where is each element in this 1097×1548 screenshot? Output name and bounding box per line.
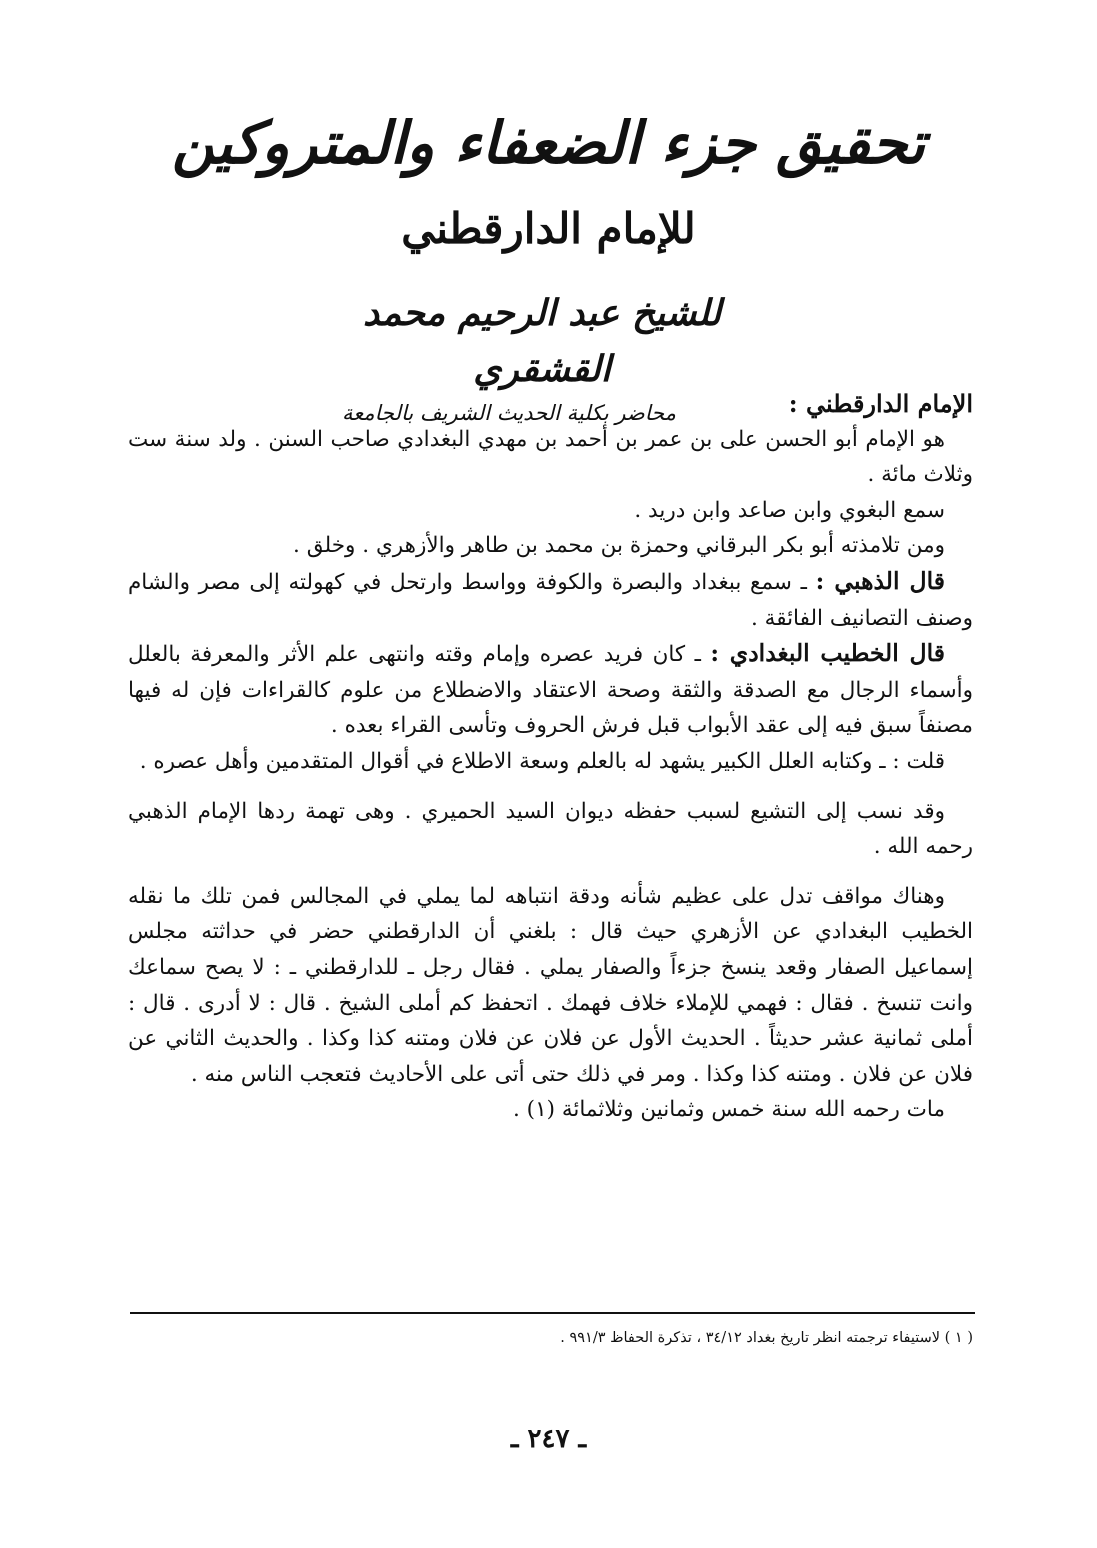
paragraph: وهناك مواقف تدل على عظيم شأنه ودقة انتباهه لما يملي في المجالس فمن تلك ما نقله الخطيب البغدادي عن الأزهري حيث قال : بلغني أن الدارقطني حضر في حداثته مجلس إسماعيل الصفار وقعد ينسخ جزءاً والصفار يملي . فقال رجل ـ للدارقطني ـ : لا يصح سماعك وانت تنسخ . فقال : فهمي للإملاء خلاف فهمك . اتحفظ كم أملى الشيخ . قال : لا أدرى . قال : أملى ثمانية عشر حديثاً . الحديث الأول عن فلان عن فلان ومتنه كذا وكذا . والحديث الثاني عن فلان عن فلان . ومتنه كذا وكذا . ومر في ذلك حتى أتى على الأحاديث فتعجب الناس منه .	[128, 883, 973, 1087]
header	[0, 95, 1097, 261]
paragraph: هو الإمام أبو الحسن على بن عمر بن أحمد بن مهدي البغدادي صاحب السنن . ولد سنة ست وثلاث مائة .	[128, 426, 973, 488]
body-text	[128, 386, 973, 1128]
paragraph: قلت : ـ وكتابه العلل الكبير يشهد له بالعلم وسعة الاطلاع في أقوال المتقدمين وأهل عصره .	[139, 748, 945, 774]
paragraph	[128, 636, 973, 744]
paragraph: وقد نسب إلى التشيع لسبب حفظه ديوان السيد الحميري . وهى تهمة ردها الإمام الذهبي رحمه الله .	[128, 798, 973, 860]
quote-text: ـ كان فريد عصره وإمام وقته وانتهى علم الأثر والمعرفة بالعلل وأسماء الرجال مع الصدقة والثقة وصحة الاعتقاد والاضطلاع من علوم كالقراءات فإن له فيها مصنفاً سبق فيه إلى عقد الأبواب قبل فرش الحروف وتأسى القراء بعده .	[128, 642, 973, 739]
paragraph	[128, 564, 973, 636]
paragraph: سمع البغوي وابن صاعد وابن دريد .	[634, 497, 945, 523]
article-title: تحقيق جزء الضعفاء والمتروكين	[172, 109, 925, 177]
page-number: ـ ٢٤٧ ـ	[510, 1424, 587, 1454]
quote-lead: قال الذهبي :	[815, 566, 946, 595]
footnote-divider	[130, 1312, 975, 1314]
quote-text: ـ سمع ببغداد والبصرة والكوفة وواسط وارتحل في كهولته إلى مصر والشام وصنف التصانيف الفائقة .	[128, 569, 973, 631]
quote-lead: قال الخطيب البغدادي :	[710, 639, 945, 668]
spacer	[128, 865, 973, 879]
paragraph: ومن تلامذته أبو بكر البرقاني وحمزة بن محمد بن طاهر والأزهري . وخلق .	[293, 533, 945, 559]
spacer	[128, 780, 973, 794]
author-name: للشيخ عبد الرحيم محمد القشقري	[362, 292, 722, 390]
footnote: ( ١ ) لاستيفاء ترجمته انظر تاريخ بغداد ٣٤/١٢ ، تذكرة الحفاظ ٩٩١/٣ .	[560, 1330, 973, 1346]
article-subtitle: للإمام الدارقطني	[401, 204, 696, 253]
paragraph: مات رحمه الله سنة خمس وثمانين وثلاثمائة (١) .	[513, 1097, 945, 1123]
section-title: الإمام الدارقطني :	[788, 389, 973, 418]
author-role: محاضر بكلية الحديث الشريف بالجامعة	[342, 401, 676, 425]
